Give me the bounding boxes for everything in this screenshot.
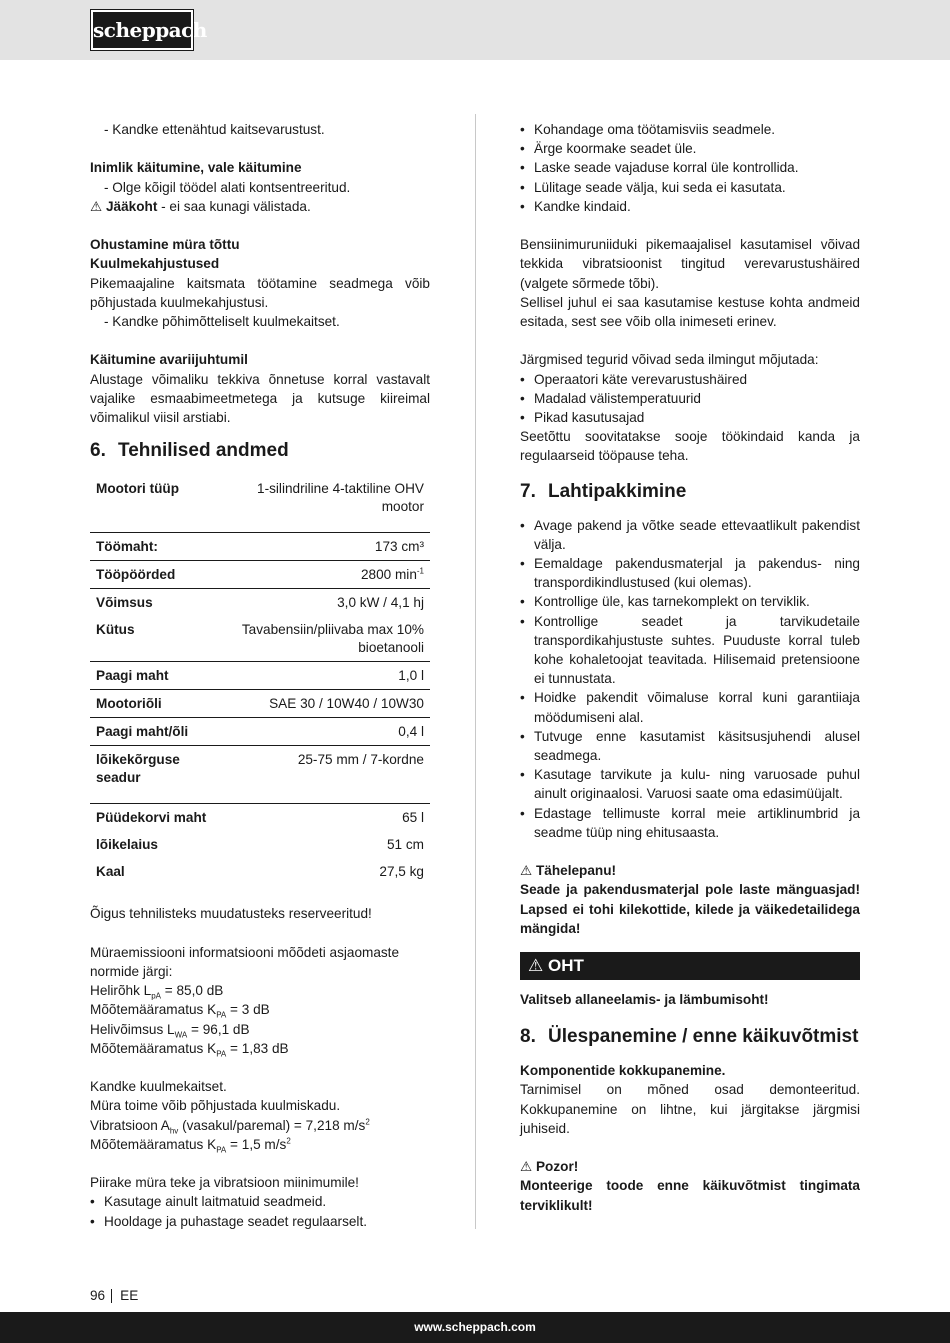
spec-table	[90, 475, 430, 885]
attention-text: Seade ja pakendusmaterjal pole laste mänguasjad! Lapsed ei tohi kilekottide, kilede ja väikedetailidega mängida!	[520, 882, 860, 936]
list-item: • Avage pakend ja võtke seade ettevaatlikult pakendist välja.	[520, 516, 860, 554]
warning-icon: ⚠	[90, 198, 103, 214]
list-item: • Kontrollige üle, kas tarnekomplekt on terviklik.	[520, 592, 860, 611]
paragraph: Õigus tehnilisteks muudatusteks reserveeritud!	[90, 906, 372, 922]
table-row: Püüdekorvi maht 65 l	[96, 810, 424, 826]
noise-value: Mõõtemääramatus $K_{PA} = 3$ dB	[90, 1002, 270, 1021]
list-item: • Madalad välistemperatuurid	[520, 389, 860, 408]
list-item: • Pikad kasutusajad	[520, 408, 860, 427]
list-item: • Edastage tellimuste korral meie artiklinumbrid ja seadme tüüp ning ehitusaasta.	[520, 804, 860, 842]
table-row: Tööpöörded 2800 $\min^{-1}$	[90, 561, 430, 589]
table-row: lõikekõrguse seadur 25-75 mm / 7-kordne	[90, 746, 430, 804]
table-row: Võimsus 3,0 kW / 4,1 hj	[96, 595, 424, 611]
website-link[interactable]: www.scheppach.com	[414, 1320, 536, 1334]
list-item: • Laske seade vajaduse korral üle kontrollida.	[520, 158, 860, 177]
heading-technical-data: 6. Tehnilised andmed	[90, 440, 289, 462]
vibration-value: Mõõtemääramatus $K_{PA} = 1,5$ $m/s^2$	[90, 1136, 291, 1155]
list-item: • Hoidke pakendit võimaluse korral kuni garantiiaja möödumiseni alal.	[520, 688, 860, 726]
footer-bar	[0, 1312, 950, 1343]
table-row: Töömaht: 173 cm³	[90, 533, 430, 561]
list-item: • Eemaldage pakendusmaterjal ja pakendus- ning transpordikindlustused (kui olemas).	[520, 554, 860, 592]
section-title: Ohustamine müra tõttu	[90, 237, 240, 253]
paragraph: Pikemaajaline kaitsmata töötamine seadmega võib põhjustada kuulmekahjustusi.	[90, 275, 430, 310]
paragraph: Bensiinimuruniiduki pikemaajalisel kasutamisel võivad tekkida vibratsioonist tingitud verevarustushäired (valgete sõrmede tõbi).	[520, 237, 860, 291]
list-item: - Kandke põhimõtteliselt kuulmekaitset.	[104, 314, 340, 329]
section-subtitle: Kuulmekahjustused	[90, 256, 220, 272]
danger-banner: ⚠ OHT	[520, 952, 860, 980]
paragraph: Alustage võimaliku tekkiva õnnetuse korral vastavalt vajalike esmaabimeetmetega ja kutsuge kiireimal võimalikul viisil arstiabi.	[90, 371, 430, 425]
list-item: - Kandke ettenähtud kaitsevarustust.	[104, 122, 325, 137]
paragraph: Seetõttu soovitatakse sooje töökindaid kanda ja regulaarseid tööpause teha.	[520, 429, 860, 464]
paragraph: Piirake müra teke ja vibratsioon miinimumile!	[90, 1175, 359, 1191]
danger-text: Valitseb allaneelamis- ja lämbumisoht!	[520, 992, 769, 1008]
list-item: • Operaatori käte verevarustushäired	[520, 370, 860, 389]
section-title: Käitumine avariijuhtumil	[90, 352, 248, 368]
attention-title: ⚠ Tähelepanu!	[520, 863, 617, 879]
table-row: Paagi maht 1,0 l	[90, 662, 430, 690]
scheppach-logo: scheppach	[91, 10, 193, 50]
list-item: • Ärge koormake seadet üle.	[520, 139, 860, 158]
table-row: Kaal 27,5 kg	[96, 864, 424, 880]
section-title: Komponentide kokkupanemine.	[520, 1063, 726, 1079]
paragraph: Tarnimisel on mõned osad demonteeritud. Kokkupanemine on lihtne, kui järgitakse järgmisi juhiseid.	[520, 1082, 860, 1136]
noise-value: Helivõimsus $L_{WA} = 96,1$ dB	[90, 1021, 250, 1040]
list-item: • Kohandage oma töötamisviis seadmele.	[520, 120, 860, 139]
column-divider	[475, 114, 476, 1229]
residual-risk-line: ⚠ Jääkoht - ei saa kunagi välistada.	[90, 198, 311, 214]
list-item: • Kontrollige seadet ja tarvikudetaile transpordikahjustuste suhtes. Puuduste korral tuleb kohe kohaletoojat teavitada. Hilisemaid pretensioone ei tunnustata.	[520, 612, 860, 689]
list-item: • Kasutage ainult laitmatuid seadmeid.	[90, 1192, 430, 1211]
paragraph: Järgmised tegurid võivad seda ilmingut mõjutada:	[520, 352, 819, 368]
caution-title: ⚠ Pozor!	[520, 1159, 579, 1175]
vibration-value: Vibratsioon $A_{hv}$ (vasakul/paremal) = 7,218 $m/s^2$	[90, 1117, 370, 1136]
section-title: Inimlik käitumine, vale käitumine	[90, 160, 302, 176]
heading-setup: 8. Ülespanemine / enne käikuvõtmist	[520, 1026, 859, 1048]
list-item: - Olge kõigil töödel alati kontsentreeritud.	[104, 179, 351, 195]
warning-icon: ⚠	[520, 1159, 533, 1175]
list-item: • Kasutage tarvikute ja kulu- ning varuosade puhul ainult originaalosi. Varuosi saate oma edasimüüjalt.	[520, 765, 860, 803]
right-column	[520, 120, 860, 1215]
paragraph: Müraemissiooni informatsiooni mõõdeti asjaomaste normide järgi:	[90, 944, 400, 979]
noise-value: Mõõtemääramatus $K_{PA} = 1,83$ dB	[90, 1040, 289, 1059]
warning-icon: ⚠	[520, 863, 533, 879]
table-row: Mootori tüüp 1-silindriline 4-taktiline OHV mootor	[90, 475, 430, 533]
list-item: • Tutvuge enne kasutamist käsitsusjuhendi alusel seadmega.	[520, 727, 860, 765]
list-item: • Kandke kindaid.	[520, 197, 860, 216]
table-row: Paagi maht/õli 0,4 l	[90, 718, 430, 746]
page-number: 96 EE	[90, 1288, 139, 1303]
left-column	[90, 120, 430, 1231]
table-row: Kütus Tavabensiin/pliivaba max 10% bioetanooli	[90, 616, 430, 662]
paragraph: Sellisel juhul ei saa kasutamise kestuse kohta andmeid esitada, sest see võib olla inimeseti erinev.	[520, 294, 860, 330]
warning-icon: ⚠	[528, 956, 544, 976]
header-bar	[0, 0, 950, 60]
heading-unpacking: 7. Lahtipakkimine	[520, 480, 687, 502]
noise-value: Helirõhk $L_{pA} = 85,0$ dB	[90, 983, 224, 1001]
paragraph: Kandke kuulmekaitset.	[90, 1079, 227, 1095]
paragraph: Müra toime võib põhjustada kuulmiskadu.	[90, 1098, 341, 1114]
list-item: • Hooldage ja puhastage seadet regulaarselt.	[90, 1212, 430, 1231]
list-item: • Lülitage seade välja, kui seda ei kasutata.	[520, 178, 860, 197]
table-row: Mootoriõli SAE 30 / 10W40 / 10W30	[90, 690, 430, 718]
caution-text: Monteerige toode enne käikuvõtmist tingimata terviklikult!	[520, 1178, 860, 1213]
table-row: lõikelaius 51 cm	[96, 837, 424, 853]
